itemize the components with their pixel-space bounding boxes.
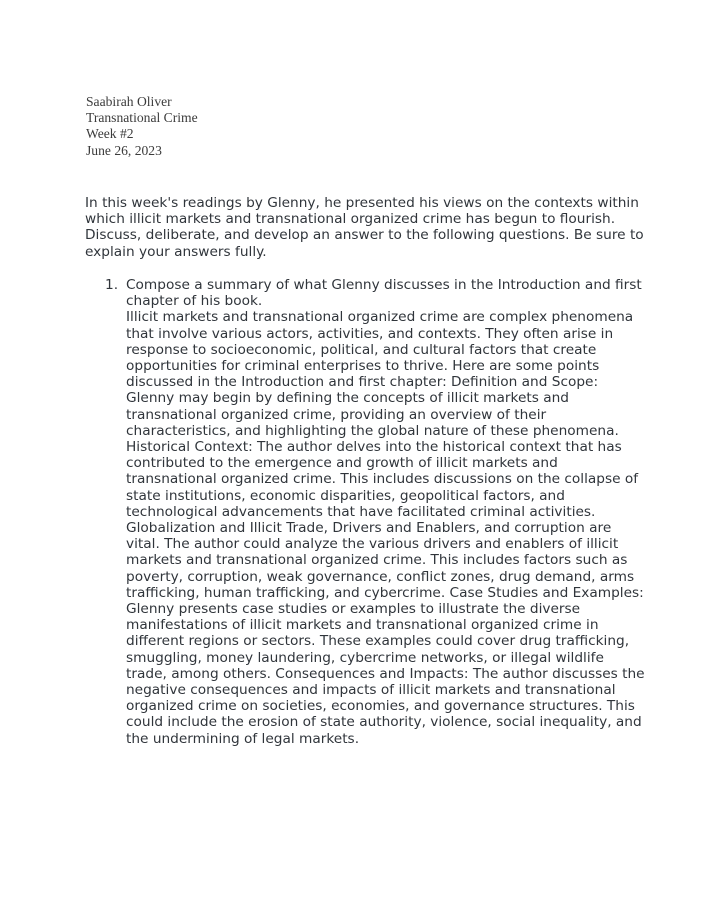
answer-text: Illicit markets and transnational organized crime are complex phenomena that involve various actors, activities, and contexts. They often arise in response to socioeconomic, political, and cultural factors that create opportunities for criminal enterprises to thrive. Here are some points discussed in the Introduction and first chapter: Definition and Scope: Glenny may begin by defining the concepts of illicit markets and transnational organized crime, providing an overview of their characteristics, and highlighting the global nature of these phenomena. Historical Context: The author delves into the historical context that has contributed to the emergence and growth of illicit markets and transnational organized crime. This includes discussions on the collapse of state institutions, economic disparities, geopolitical factors, and technological advancements that have facilitated criminal activities. Globalization and Illicit Trade, Drivers and Enablers, and corruption are vital. The author could analyze the various drivers and enablers of illicit markets and transnational organized crime. This includes factors such as poverty, corruption, weak governance, conflict zones, drug demand, arms trafficking, human trafficking, and cybercrime. Case Studies and Examples: Glenny presents case studies or examples to illustrate the diverse manifestations of illicit markets and transnational organized crime in different regions or sectors. These examples could cover drug trafficking, smuggling, money laundering, cybercrime networks, or illegal wildlife trade, among others. Consequences and Impacts: The author discusses the negative consequences and impacts of illicit markets and transnational organized crime on societies, economies, and governance structures. This could include the erosion of state authority, violence, social inequality, and the undermining of legal markets. — [126, 309, 645, 747]
document-date: June 26, 2023 — [86, 142, 162, 158]
author-name: Saabirah Oliver — [86, 94, 172, 109]
intro-paragraph: In this week's readings by Glenny, he presented his views on the contexts within which illicit markets and transnational organized crime has begun to flourish. Discuss, deliberate, and develop an answer to the following questions. Be sure to explain your answers fully. — [85, 195, 644, 260]
course-name: Transnational Crime — [86, 110, 198, 126]
week-label: Week #2 — [86, 126, 134, 142]
question-text: Compose a summary of what Glenny discusses in the Introduction and first chapter of his book. — [126, 277, 642, 310]
question-list — [85, 277, 645, 747]
question-number: 1. — [105, 277, 119, 293]
document-header — [86, 94, 198, 159]
list-item — [85, 277, 645, 747]
